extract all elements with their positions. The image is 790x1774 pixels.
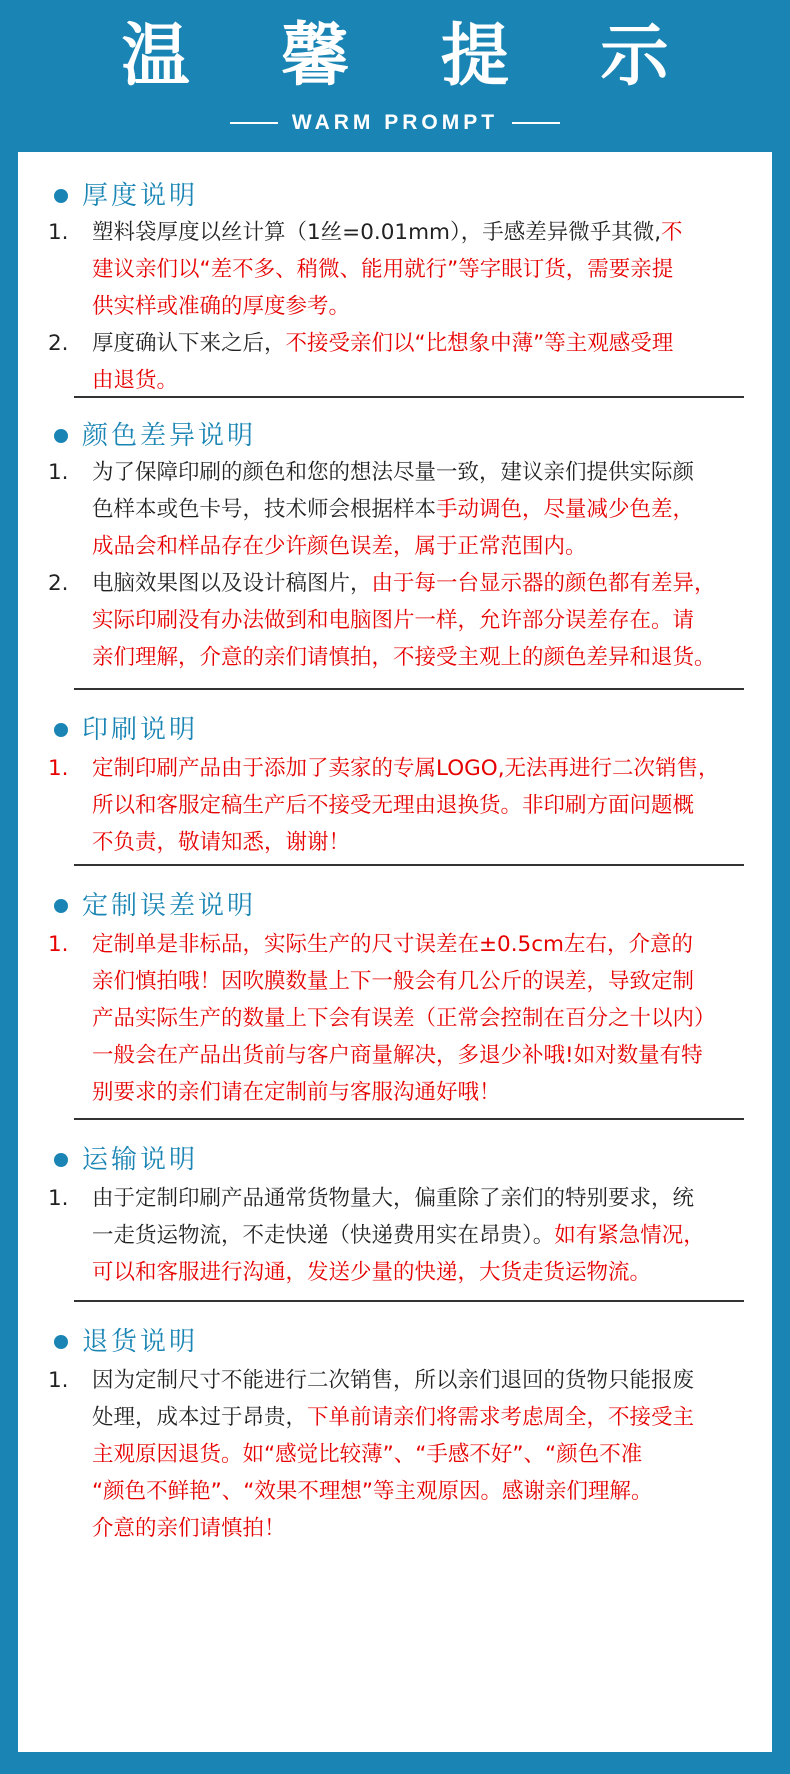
item-number: 1. — [48, 1368, 69, 1393]
section-heading-printing — [54, 710, 198, 750]
item-warning-text: 不接受亲们以“比想象中薄”等主观感受理 由退货。 — [92, 331, 674, 393]
section-heading-shipping — [54, 1140, 198, 1180]
list-item — [48, 750, 776, 861]
item-text: 电脑效果图以及设计稿图片， — [92, 571, 372, 596]
bullet-dot-icon — [54, 1335, 68, 1349]
list-item — [48, 1180, 776, 1291]
item-number: 1. — [48, 1186, 69, 1211]
section-heading-thickness — [54, 176, 198, 216]
page-subtitle: WARM PROMPT — [291, 111, 499, 134]
notice-panel — [18, 152, 772, 1752]
item-warning-text: 手动调色，尽量减少色差， 成品会和样品存在少许颜色误差，属于正常范围内。 — [92, 497, 695, 559]
bullet-dot-icon — [54, 429, 68, 443]
item-warning-text: 如有紧急情况， 可以和客服进行沟通，发送少量的快递，大货走货运物流。 — [92, 1223, 705, 1285]
subtitle-row — [0, 108, 790, 138]
section-heading-color — [54, 416, 256, 456]
item-warning-text: 定制单是非标品，实际生产的尺寸误差在±0.5cm左右，介意的 亲们慎拍哦！因吹膜数量上下一般会有几公斤的误差，导致定制 产品实际生产的数量上下会有误差（正常会控制在百分之十以内） 一般会在产品出货前与客户商量解决，多退少补哦!如对数量有特 别要求的亲们请在定制前与客服沟通好哦！ — [92, 932, 716, 1105]
section-title: 颜色差异说明 — [82, 421, 257, 451]
section-divider — [74, 1118, 744, 1120]
section-title: 印刷说明 — [82, 715, 199, 745]
section-divider — [74, 396, 744, 398]
section-heading-tolerance — [54, 886, 256, 926]
section-divider — [74, 688, 744, 690]
section-divider — [74, 864, 744, 866]
item-warning-text: 下单前请亲们将需求考虑周全，不接受主 主观原因退货。如“感觉比较薄”、“手感不好”、“颜色不准 “颜色不鲜艳”、“效果不理想”等主观原因。感谢亲们理解。 介意的亲们请慎拍！ — [92, 1405, 695, 1541]
section-title: 厚度说明 — [82, 181, 199, 211]
item-number: 2. — [48, 571, 69, 596]
section-title: 定制误差说明 — [82, 891, 257, 921]
list-item — [48, 1362, 776, 1547]
subtitle-line-right — [512, 122, 560, 124]
list-item — [48, 565, 776, 676]
section-title: 运输说明 — [82, 1145, 199, 1175]
item-number: 1. — [48, 756, 69, 781]
item-text: 由于定制印刷产品通常货物量大，偏重除了亲们的特别要求，统 一走货运物流，不走快递（快递费用实在昂贵）。 — [92, 1186, 695, 1248]
list-item — [48, 454, 776, 565]
item-text: 塑料袋厚度以丝计算（1丝=0.01mm），手感差异微乎其微, — [92, 220, 662, 245]
section-title: 退货说明 — [82, 1327, 199, 1357]
page-title: 温 馨 提 示 — [121, 17, 703, 96]
item-warning-text: 不 建议亲们以“差不多、稍微、能用就行”等字眼订货，需要亲提 供实样或准确的厚度参考。 — [92, 220, 683, 319]
item-text: 为了保障印刷的颜色和您的想法尽量一致，建议亲们提供实际颜 色样本或色卡号，技术师会根据样本 — [92, 460, 695, 522]
header-banner — [0, 0, 790, 152]
list-item — [48, 214, 776, 325]
section-divider — [74, 1300, 744, 1302]
list-item — [48, 325, 776, 399]
item-number: 2. — [48, 331, 69, 356]
item-number: 1. — [48, 220, 69, 245]
item-warning-text: 由于每一台显示器的颜色都有差异， 实际印刷没有办法做到和电脑图片一样，允许部分误差存在。请 亲们理解，介意的亲们请慎拍，不接受主观上的颜色差异和退货。 — [92, 571, 716, 670]
item-number: 1. — [48, 460, 69, 485]
item-number: 1. — [48, 932, 69, 957]
item-text: 厚度确认下来之后， — [92, 331, 286, 356]
list-item — [48, 926, 776, 1111]
section-heading-returns — [54, 1322, 198, 1362]
subtitle-line-left — [230, 122, 278, 124]
bullet-dot-icon — [54, 189, 68, 203]
bullet-dot-icon — [54, 723, 68, 737]
bullet-dot-icon — [54, 899, 68, 913]
bullet-dot-icon — [54, 1153, 68, 1167]
item-warning-text: 定制印刷产品由于添加了卖家的专属LOGO,无法再进行二次销售， 所以和客服定稿生产后不接受无理由退换货。非印刷方面问题概 不负责，敬请知悉，谢谢！ — [92, 756, 720, 855]
item-text: 因为定制尺寸不能进行二次销售，所以亲们退回的货物只能报废 处理，成本过于昂贵， — [92, 1368, 695, 1430]
